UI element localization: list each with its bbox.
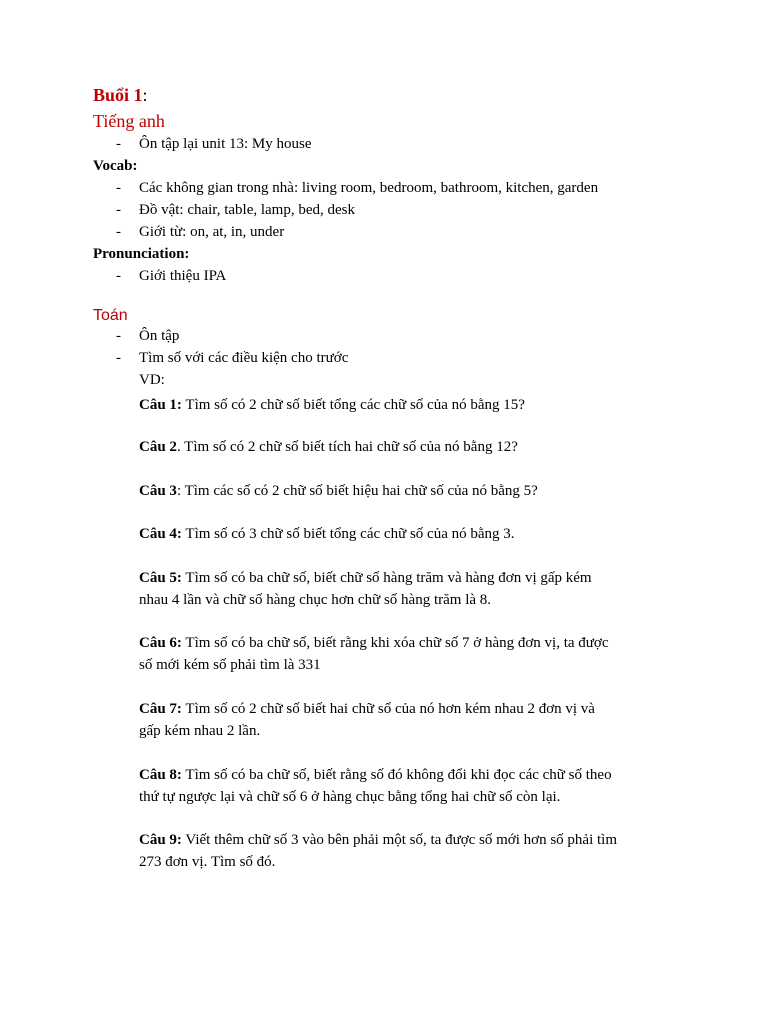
example-label: VD: (139, 372, 165, 388)
question-text-continued: nhau 4 lần và chữ số hàng chục hơn chữ số hàng trăm là 8. (139, 592, 492, 608)
question-text: : Tìm các số có 2 chữ số biết hiệu hai chữ số của nó bằng 5? (176, 483, 538, 499)
question-7 (139, 698, 595, 742)
list-dash: - (116, 350, 121, 366)
question-text: Viết thêm chữ số 3 vào bên phải một số, ta được số mới hơn số phải tìm (185, 832, 618, 848)
question-4 (139, 523, 515, 545)
question-text: Tìm số có 3 chữ số biết tổng các chữ số của nó bằng 3. (185, 526, 515, 542)
list-dash: - (116, 268, 121, 284)
question-text-continued: 273 đơn vị. Tìm số đó. (139, 854, 276, 870)
list-dash: - (116, 180, 121, 196)
question-label: Câu 2 (139, 439, 177, 455)
question-text: Tìm số có ba chữ số, biết rằng khi xóa chữ số 7 ở hàng đơn vị, ta được (185, 635, 609, 651)
question-text: Tìm số có ba chữ số, biết rằng số đó không đổi khi đọc các chữ số theo (185, 767, 612, 783)
session-title-text: Buổi 1 (93, 85, 143, 105)
vocab-label: Vocab: (93, 158, 138, 174)
vocab-item-prepositions: Giới từ: on, at, in, under (139, 224, 285, 240)
question-text: . Tìm số có 2 chữ số biết tích hai chữ số của nó bằng 12? (176, 439, 518, 455)
question-1 (139, 394, 525, 416)
math-item-find-number: Tìm số với các điều kiện cho trước (139, 350, 349, 366)
question-text-continued: số mới kém số phải tìm là 331 (139, 657, 321, 673)
question-label: Câu 4: (139, 526, 182, 542)
english-review-item: Ôn tập lại unit 13: My house (139, 136, 312, 152)
session-title (93, 85, 148, 106)
list-dash: - (116, 328, 121, 344)
question-9 (139, 829, 617, 873)
session-title-colon: : (142, 85, 148, 105)
question-label: Câu 7: (139, 701, 182, 717)
question-label: Câu 5: (139, 570, 182, 586)
question-label: Câu 3 (139, 483, 177, 499)
list-dash: - (116, 136, 121, 152)
english-heading: Tiếng anh (93, 111, 165, 131)
pronunciation-item: Giới thiệu IPA (139, 268, 227, 284)
question-text-continued: thứ tự ngược lại và chữ số 6 ở hàng chục bằng tổng hai chữ số còn lại. (139, 789, 561, 805)
question-label: Câu 8: (139, 767, 182, 783)
question-8 (139, 764, 612, 808)
vocab-item-objects: Đồ vật: chair, table, lamp, bed, desk (139, 202, 355, 218)
question-text: Tìm số có 2 chữ số biết hai chữ số của nó hơn kém nhau 2 đơn vị và (185, 701, 595, 717)
list-dash: - (116, 202, 121, 218)
question-3 (139, 480, 538, 502)
question-2 (139, 436, 518, 458)
list-dash: - (116, 224, 121, 240)
math-heading: Toán (93, 307, 128, 324)
question-text-continued: gấp kém nhau 2 lần. (139, 723, 261, 739)
question-text: Tìm số có 2 chữ số biết tổng các chữ số của nó bằng 15? (185, 397, 525, 413)
question-label: Câu 6: (139, 635, 182, 651)
question-5 (139, 567, 592, 611)
question-text: Tìm số có ba chữ số, biết chữ số hàng trăm và hàng đơn vị gấp kém (185, 570, 592, 586)
math-item-review: Ôn tập (139, 328, 180, 344)
vocab-item-spaces: Các không gian trong nhà: living room, bedroom, bathroom, kitchen, garden (139, 180, 599, 196)
question-label: Câu 9: (139, 832, 182, 848)
question-6 (139, 632, 609, 676)
question-label: Câu 1: (139, 397, 182, 413)
pronunciation-label: Pronunciation: (93, 246, 190, 262)
